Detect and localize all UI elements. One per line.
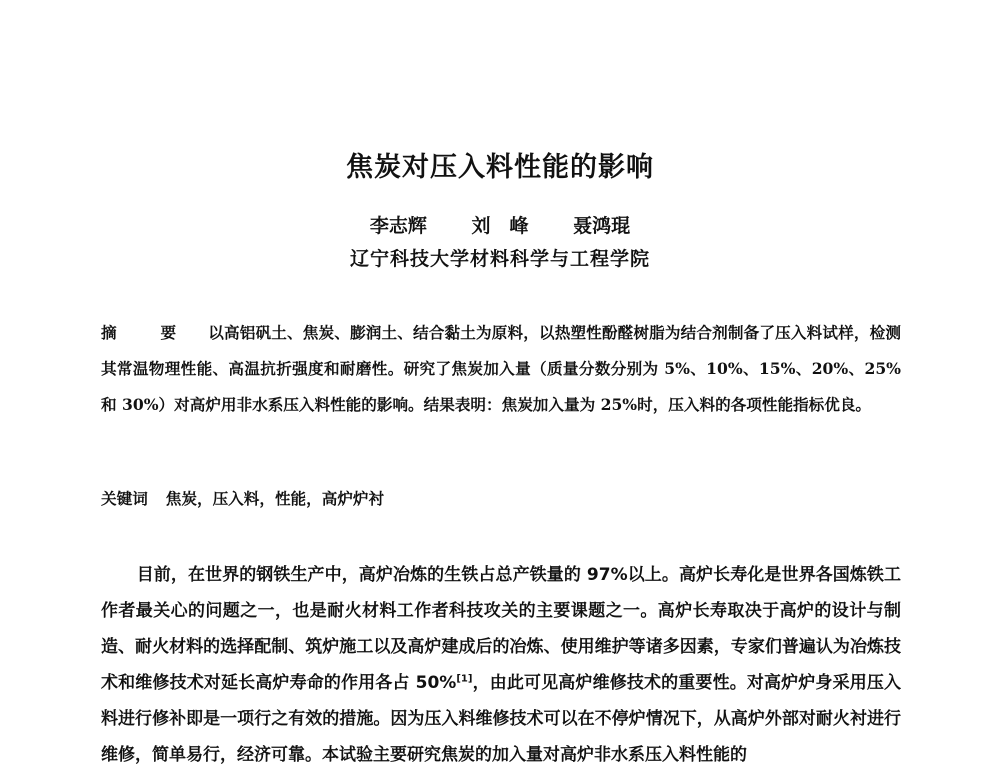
paper-title: 焦炭对压入料性能的影响 <box>346 152 654 183</box>
abstract-text: 以高铝矾土、焦炭、膨润土、结合黏土为原料，以热塑性酚醛树脂为结合剂制备了压入料试样，检测其常温物理性能、高温抗折强度和耐磨性。研究了焦炭加入量（质量分数分别为 5%、10%、15%、20%、25%和 30%）对高炉用非水系压入料性能的影响。结果表明：焦炭加入量为 25%时，压入料的各项性能指标优良。 <box>101 323 901 414</box>
body-text-part: ，由此可见高炉维修技术的重要性。对高炉炉身采用压入料进行修补即是一项行之有效的措施。因为压入料维修技术可以在不停炉情况下，从高炉外部对耐火衬进行维修，简单易行，经济可靠。本试验主要研究焦炭的加入量对高炉非水系压入料性能的 <box>101 673 902 765</box>
author-list <box>0 211 1000 238</box>
abstract-label: 摘 要 <box>101 323 191 342</box>
body-text-part: 目前，在世界的钢铁生产中，高炉冶炼的生铁占总产铁量的 97%以上。高炉长寿化是世界各国炼铁工作者最关心的问题之一，也是耐火材料工作者科技攻关的主要课题之一。高炉长寿取决于高炉的设计与制造、耐火材料的选择配制、筑炉施工以及高炉建成后的冶炼、使用维护等诸多因素，专家们普遍认为冶炼技术和维修技术对延长高炉寿命的作用各占 50% <box>101 565 901 693</box>
author-name: 李志辉 <box>369 215 427 237</box>
body-text <box>101 557 901 773</box>
citation-marker: [1] <box>456 673 473 685</box>
body-paragraph <box>101 557 901 773</box>
author-name: 刘 峰 <box>471 215 529 237</box>
keywords <box>101 487 901 509</box>
author-name: 聂鸿琨 <box>573 215 631 237</box>
keywords-label: 关键词 <box>101 489 148 508</box>
keywords-text: 焦炭，压入料，性能，高炉炉衬 <box>165 489 385 508</box>
affiliation: 辽宁科技大学材料科学与工程学院 <box>349 248 650 270</box>
abstract <box>101 315 901 423</box>
